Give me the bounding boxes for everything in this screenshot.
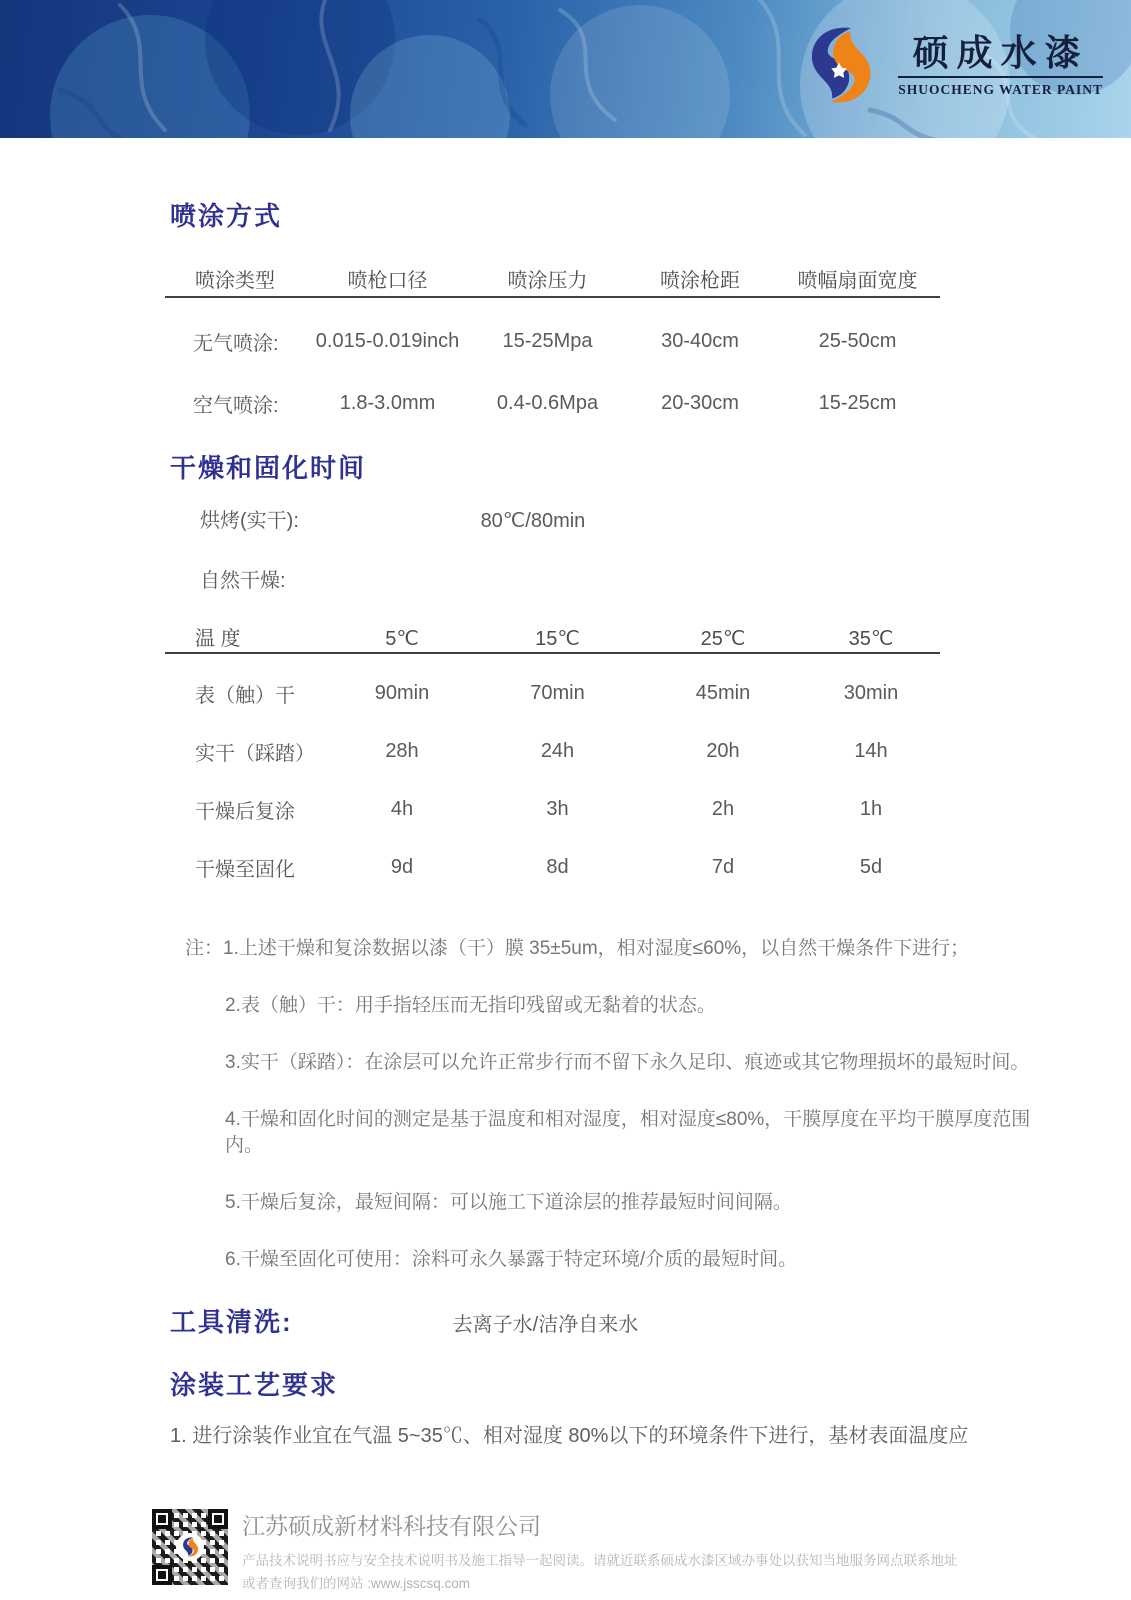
footer-note-line-2: 或者查询我们的网站 :www.jsscsq.com	[242, 1576, 471, 1591]
col-header-25c: 25℃	[700, 628, 746, 650]
cell: 9d	[390, 855, 414, 878]
qr-finder-icon	[152, 1509, 172, 1529]
qr-finder-icon	[208, 1509, 228, 1529]
section-title-process-requirements: 涂装工艺要求	[170, 1370, 339, 1400]
cell: 0.4-0.6Mpa	[496, 391, 599, 414]
note-3: 3.实干（踩踏）：在涂层可以允许正常步行而不留下永久足印、痕迹或其它物理损坏的最短时间。	[225, 1052, 1030, 1073]
note-1	[185, 936, 1061, 962]
row-label: 干燥至固化	[195, 858, 295, 881]
cell: 7d	[711, 855, 735, 878]
bake-dry-row	[170, 508, 1061, 534]
col-header-spray-type: 喷涂类型	[195, 270, 275, 292]
qr-center-logo-icon	[176, 1533, 204, 1561]
table-row-recoat	[165, 780, 940, 838]
brand-s-swoosh-icon	[179, 1536, 201, 1558]
table-row-full-cure	[165, 838, 940, 896]
cell: 4h	[390, 797, 414, 820]
cell: 20h	[706, 739, 740, 762]
brand-s-swoosh-icon	[796, 22, 882, 108]
cell: 15-25cm	[818, 391, 897, 414]
section-title-tool-cleaning: 工具清洗:	[170, 1307, 293, 1337]
process-item-1: 1. 进行涂装作业宜在气温 5~35℃、相对湿度 80%以下的环境条件下进行，基材表面温度应	[170, 1425, 969, 1447]
cell: 3h	[546, 797, 569, 820]
footer-note-line-1: 产品技术说明书应与安全技术说明书及施工指导一起阅读。请就近联系硕成水漆区域办事处以获知当地服务网点联系地址	[242, 1553, 958, 1568]
cell: 1h	[859, 797, 883, 820]
qr-code	[152, 1509, 228, 1585]
note-prefix: 注：	[185, 938, 224, 959]
section-title-spray-method: 喷涂方式	[170, 201, 283, 231]
page-content	[0, 138, 1131, 1595]
col-header-temperature: 温 度	[195, 628, 241, 650]
col-header-5c: 5℃	[385, 628, 419, 650]
natural-dry-row	[170, 568, 1061, 594]
col-header-spray-pressure: 喷涂压力	[507, 270, 588, 292]
spray-table-header-row	[165, 264, 940, 296]
cell: 0.015-0.019inch	[315, 329, 460, 352]
row-label: 空气喷涂:	[193, 394, 279, 417]
note-4: 4.干燥和固化时间的测定是基于温度和相对湿度，相对湿度≤80%，干膜厚度在平均干膜厚度范围内。	[225, 1109, 1031, 1156]
col-header-nozzle-size: 喷枪口径	[347, 270, 428, 292]
brand-name-chinese: 硕成水漆	[912, 32, 1089, 73]
col-header-spray-distance: 喷涂枪距	[660, 270, 740, 292]
cell: 30-40cm	[661, 329, 739, 352]
brand-text-lockup	[898, 33, 1103, 98]
footer-text-block	[242, 1509, 958, 1595]
cell: 45min	[695, 681, 751, 704]
brand-underline	[898, 76, 1103, 78]
natural-dry-label: 自然干燥:	[200, 570, 286, 592]
cell: 90min	[374, 681, 430, 704]
cell: 2h	[711, 797, 735, 820]
cell: 5d	[859, 855, 883, 878]
cell: 24h	[540, 739, 575, 762]
cell: 8d	[546, 855, 569, 878]
cell: 28h	[385, 739, 419, 762]
cell: 15-25Mpa	[502, 329, 593, 352]
header-banner	[0, 0, 1131, 138]
note-5: 5.干燥后复涂，最短间隔：可以施工下道涂层的推荐最短时间间隔。	[225, 1192, 792, 1213]
table-row-airless	[165, 310, 940, 372]
cell: 30min	[843, 681, 899, 704]
cell: 25-50cm	[818, 329, 897, 352]
col-header-35c: 35℃	[848, 628, 894, 650]
col-header-fan-width: 喷幅扇面宽度	[797, 270, 918, 292]
cell: 20-30cm	[661, 391, 739, 414]
tool-cleaning-row	[170, 1304, 1061, 1343]
cell: 14h	[854, 739, 888, 762]
drying-time-table	[165, 622, 940, 896]
row-label: 无气喷涂:	[193, 332, 279, 355]
page-footer	[152, 1509, 1061, 1595]
qr-finder-icon	[152, 1565, 172, 1585]
section-title-drying-curing: 干燥和固化时间	[170, 453, 367, 483]
brand-logo	[796, 22, 1103, 108]
cell: 1.8-3.0mm	[339, 391, 436, 414]
cell: 70min	[530, 681, 585, 704]
tool-cleaning-value: 去离子水/洁净自来水	[452, 1314, 639, 1336]
company-name: 江苏硕成新材料科技有限公司	[242, 1513, 541, 1539]
bake-dry-label: 烘烤(实干):	[200, 510, 299, 532]
note-6: 6.干燥至固化可使用：涂料可永久暴露于特定环境/介质的最短时间。	[225, 1249, 798, 1270]
table-row-air	[165, 372, 940, 434]
bake-dry-value: 80℃/80min	[480, 510, 586, 532]
table-row-touch-dry	[165, 664, 940, 722]
row-label: 实干（踩踏）	[195, 742, 315, 765]
notes-block	[170, 936, 1061, 1273]
note-2: 2.表（触）干：用手指轻压而无指印残留或无黏着的状态。	[225, 995, 716, 1016]
col-header-15c: 15℃	[535, 628, 580, 650]
row-label: 表（触）干	[195, 684, 295, 707]
row-label: 干燥后复涂	[195, 800, 295, 823]
drying-table-header-row	[165, 622, 940, 652]
spray-table-body	[165, 298, 940, 434]
table-row-hard-dry	[165, 722, 940, 780]
brand-name-english: SHUOCHENG WATER PAINT	[898, 81, 1103, 97]
spray-method-table	[165, 264, 940, 434]
drying-table-body	[165, 654, 940, 896]
note-text: 1.上述干燥和复涂数据以漆（干）膜 35±5um，相对湿度≤60%，以自然干燥条件下进行；	[223, 938, 970, 959]
